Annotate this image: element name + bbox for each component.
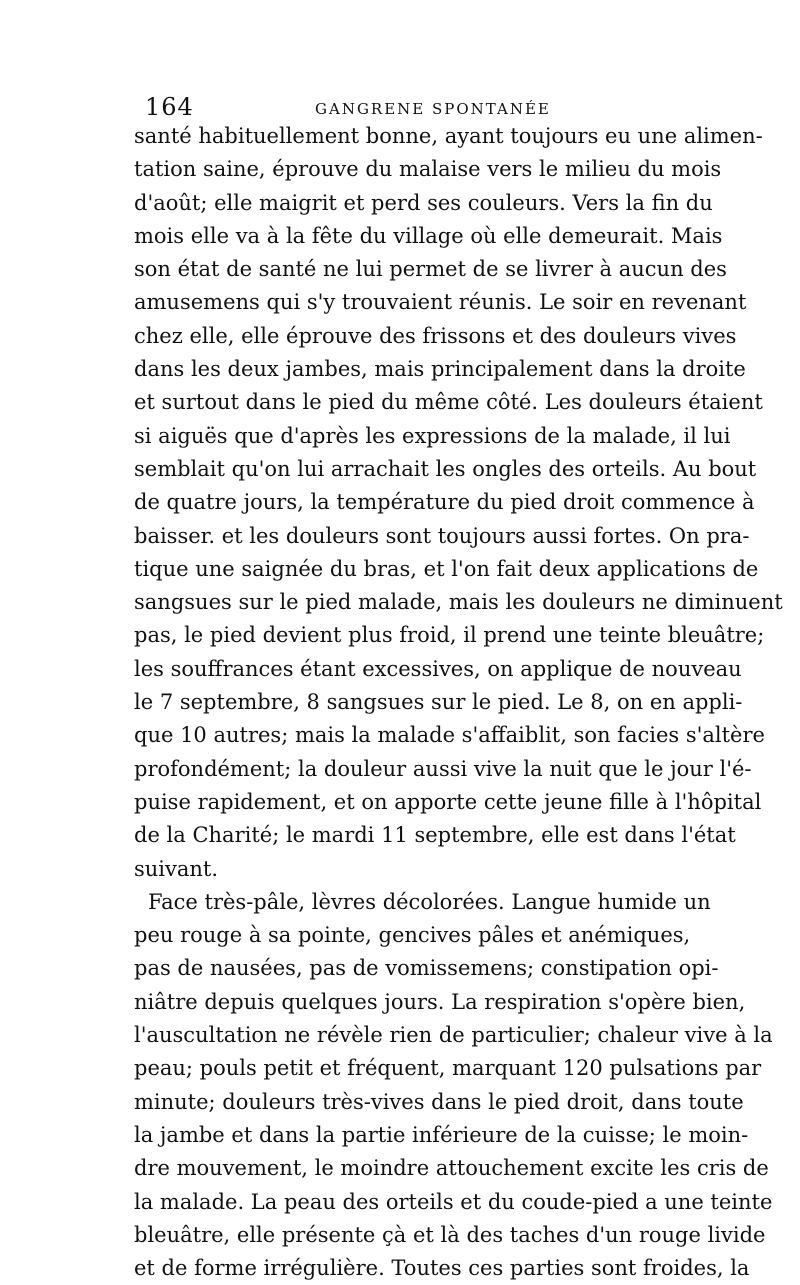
text-line: pas de nausées, pas de vomissemens; constipation opi- — [134, 956, 719, 981]
paragraph-first-line: Face très-pâle, lèvres décolorées. Langue humide un — [148, 889, 711, 914]
text-line: sangsues sur le pied malade, mais les douleurs ne diminuent — [134, 590, 783, 615]
text-line: profondément; la douleur aussi vive la nuit que le jour l'é- — [134, 756, 752, 781]
text-line: dans les deux jambes, mais principalement dans la droite — [134, 357, 746, 382]
text-line: l'auscultation ne révèle rien de particulier; chaleur vive à la — [134, 1023, 773, 1048]
text-line: minute; douleurs très-vives dans le pied droit, dans toute — [134, 1089, 744, 1114]
text-line: baisser. et les douleurs sont toujours aussi fortes. On pra- — [134, 523, 750, 548]
running-title: GANGRENE SPONTANÉE — [315, 100, 551, 118]
text-line: d'août; elle maigrit et perd ses couleurs. Vers la fin du — [134, 190, 713, 215]
text-line: le 7 septembre, 8 sangsues sur le pied. Le 8, on en appli- — [134, 690, 743, 715]
text-line: semblait qu'on lui arrachait les ongles des orteils. Au bout — [134, 456, 757, 481]
text-line: son état de santé ne lui permet de se livrer à aucun des — [134, 257, 727, 282]
text-line: niâtre depuis quelques jours. La respiration s'opère bien, — [134, 989, 746, 1014]
text-line: de la Charité; le mardi 11 septembre, elle est dans l'état — [134, 823, 736, 848]
text-line: tique une saignée du bras, et l'on fait deux applications de — [134, 556, 759, 581]
page-header — [145, 93, 675, 123]
text-line: si aiguës que d'après les expressions de la malade, il lui — [134, 423, 731, 448]
text-line: de quatre jours, la température du pied droit commence à — [134, 490, 755, 515]
text-line: puise rapidement, et on apporte cette jeune fille à l'hôpital — [134, 789, 762, 814]
text-line: bleuâtre, elle présente çà et là des taches d'un rouge livide — [134, 1222, 766, 1247]
text-line: la jambe et dans la partie inférieure de la cuisse; le moin- — [134, 1122, 749, 1147]
page-number: 164 — [145, 93, 194, 121]
text-line: santé habituellement bonne, ayant toujours eu une alimen- — [134, 124, 763, 148]
text-line: les souffrances étant excessives, on applique de nouveau — [134, 656, 742, 681]
text-line: suivant. — [134, 856, 219, 881]
text-line: tation saine, éprouve du malaise vers le milieu du mois — [134, 157, 722, 182]
body-text — [134, 120, 783, 1285]
text-line: pas, le pied devient plus froid, il prend une teinte bleuâtre; — [134, 623, 765, 648]
text-line: dre mouvement, le moindre attouchement excite les cris de — [134, 1156, 769, 1181]
text-line: et surtout dans le pied du même côté. Les douleurs étaient — [134, 390, 763, 415]
text-line: peau; pouls petit et fréquent, marquant 120 pulsations par — [134, 1056, 762, 1081]
text-line: mois elle va à la fête du village où elle demeurait. Mais — [134, 223, 723, 248]
text-line: amusemens qui s'y trouvaient réunis. Le soir en revenant — [134, 290, 747, 315]
text-line: la malade. La peau des orteils et du coude-pied a une teinte — [134, 1189, 773, 1214]
text-line: peu rouge à sa pointe, gencives pâles et anémiques, — [134, 923, 691, 948]
text-line: et de forme irrégulière. Toutes ces parties sont froides, la — [134, 1256, 750, 1281]
text-line: chez elle, elle éprouve des frissons et des douleurs vives — [134, 323, 737, 348]
text-line: que 10 autres; mais la malade s'affaiblit, son facies s'altère — [134, 723, 765, 748]
